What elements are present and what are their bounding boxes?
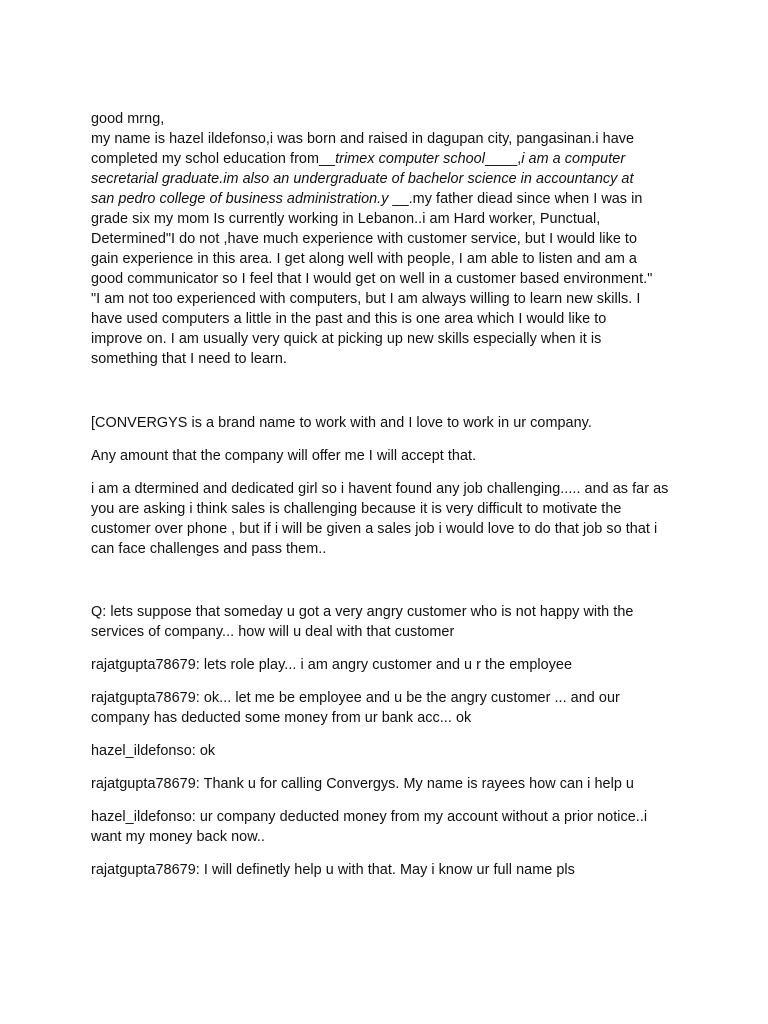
- intro-line: improve on. I am usually very quick at picking up new skills especially when it is: [91, 331, 602, 347]
- intro-line: [91, 149, 676, 169]
- answer-paragraph: [CONVERGYS is a brand name to work with and I love to work in ur company.: [91, 415, 592, 431]
- intro-text: ____,: [484, 151, 522, 167]
- dialog-line: rajatgupta78679: I will definetly help u with that. May i know ur full name pls: [91, 862, 575, 878]
- greeting-line: good mrng,: [91, 111, 165, 127]
- intro-line: good communicator so I feel that I would get on well in a customer based environment.": [91, 271, 653, 287]
- answer-paragraph: Any amount that the company will offer me I will accept that.: [91, 448, 477, 464]
- dialog-line: hazel_ildefonso: ok: [91, 743, 216, 759]
- dialog-line: rajatgupta78679: Thank u for calling Convergys. My name is rayees how can i help u: [91, 776, 634, 792]
- intro-line: Determined"I do not ,have much experience with customer service, but I would like to: [91, 231, 638, 247]
- intro-line: have used computers a little in the past and this is one area which I would like to: [91, 311, 607, 327]
- intro-text: completed my schol education from__: [91, 151, 336, 167]
- dialog-question: Q: lets suppose that someday u got a very angry customer who is not happy with the services of company... how will u deal with that customer: [91, 604, 634, 640]
- dialog-line: rajatgupta78679: ok... let me be employee and u be the angry customer ... and our company has deducted some money from ur bank acc... ok: [91, 690, 620, 726]
- college-name: san pedro college of business administration.y: [91, 191, 393, 207]
- dialog-line: hazel_ildefonso: ur company deducted money from my account without a prior notice..i want my money back now..: [91, 809, 648, 845]
- intro-line: [91, 189, 676, 209]
- intro-text: __.my father diead since when I was in: [392, 191, 643, 207]
- intro-line: something that I need to learn.: [91, 351, 287, 367]
- intro-line: secretarial graduate.im also an undergraduate of bachelor science in accountancy at: [91, 171, 634, 187]
- dialog-line: rajatgupta78679: lets role play... i am angry customer and u r the employee: [91, 657, 573, 673]
- answer-paragraph: i am a dtermined and dedicated girl so i havent found any job challenging..... and as far as you are asking i think sales is challenging because it is very difficult to motivate the customer over phone , but if i will be given a sales job i would love to do that job so that i can face challenges and pass them..: [91, 481, 669, 557]
- answers-section: [91, 413, 676, 572]
- school-name: trimex computer school: [335, 151, 485, 167]
- intro-section: [91, 109, 676, 369]
- intro-text-italic: i am a computer: [521, 151, 626, 167]
- intro-line: "I am not too experienced with computers, but I am always willing to learn new skills. I: [91, 291, 641, 307]
- intro-line: my name is hazel ildefonso,i was born and raised in dagupan city, pangasinan.i have: [91, 131, 635, 147]
- intro-line: gain experience in this area. I get along well with people, I am able to listen and am a: [91, 251, 637, 267]
- dialog-section: [91, 602, 676, 893]
- intro-line: grade six my mom Is currently working in Lebanon..i am Hard worker, Punctual,: [91, 211, 601, 227]
